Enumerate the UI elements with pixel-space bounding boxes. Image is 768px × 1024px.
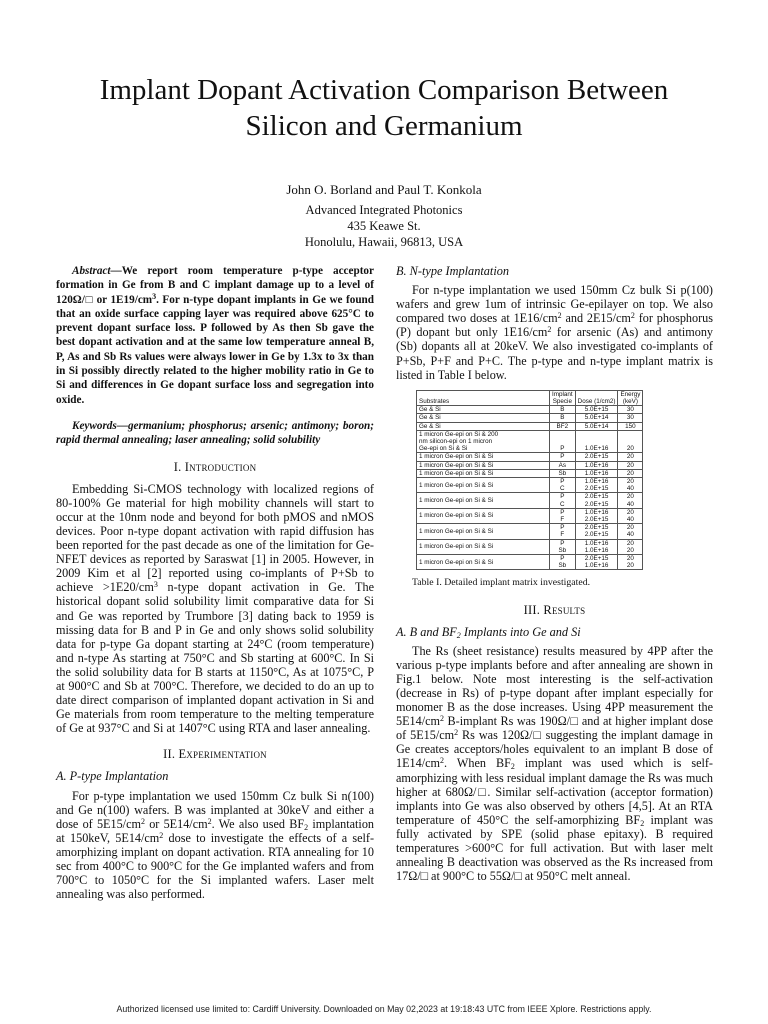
cell-energy	[618, 555, 643, 570]
abstract-text-1: We report room temperature p-type acceptor formation in Ge from B and C implant damage up to a level of 120Ω/□ or 1E19/cm	[56, 265, 374, 306]
cell-energy: 30	[618, 414, 643, 422]
cell-substrate: 1 micron Ge-epi on Si & Si	[417, 524, 550, 539]
cell-energy-2: 40	[626, 516, 634, 523]
cell-specie: BF2	[550, 422, 576, 430]
cell-dose-2: 2.0E+15	[584, 516, 609, 523]
cell-dose-2: 2.0E+15	[584, 500, 609, 508]
table-row	[417, 414, 643, 422]
cell-energy	[618, 524, 643, 539]
results-text-3: Rs was 120Ω/□ suggesting the implant damage in Ge creates acceptors/holes equivalent to an implant B dose of 1E14/cm	[396, 728, 713, 771]
header-specie	[550, 390, 576, 405]
cell-specie: As	[550, 461, 576, 469]
cell-substrate: 1 micron Ge-epi on Si & Si	[417, 469, 550, 477]
subsection-b-bf2-sub: 2	[456, 630, 461, 640]
cell-specie	[550, 524, 576, 539]
cell-energy	[618, 508, 643, 523]
left-column	[56, 264, 374, 901]
cell-energy-1: 20	[626, 508, 634, 516]
cell-specie	[550, 508, 576, 523]
cell-dose: 5.0E+14	[575, 414, 618, 422]
table-caption: Table I. Detailed implant matrix investigated.	[412, 577, 591, 589]
paper-title	[40, 72, 728, 144]
results-text-2: B-implant Rs was 190Ω/□ and at higher implant dose of 5E15/cm	[396, 714, 713, 743]
subsection-heading-ntype: B. N-type Implantation	[396, 264, 510, 278]
title-line-1: Implant Dopant Activation Comparison Between	[99, 74, 669, 106]
results-sub-4: 2	[510, 762, 515, 772]
cell-specie: P	[550, 453, 576, 461]
ptype-sup-d: 2	[159, 830, 164, 840]
cell-dose-2: 2.0E+15	[584, 485, 609, 493]
cell-substrate: 1 micron Ge-epi on Si & Si	[417, 539, 550, 554]
cell-energy: 30	[618, 406, 643, 414]
cell-energy-1: 20	[626, 524, 634, 532]
subsection-heading-ptype: A. P-type Implantation	[56, 769, 169, 784]
results-text-6: implant was fully activated by SPE (solid phase epitaxy). B required temperatures >600°C for full activation. But with laser melt annealing B deactivation was observed as the Rs increased from 17Ω/□ at 900°C to 55Ω/□ at 950°C melt anneal.	[396, 812, 713, 884]
right-column	[396, 264, 713, 883]
cell-substrate-line1: 1 micron Ge-epi on Si & 200	[419, 430, 499, 438]
cell-energy	[618, 539, 643, 554]
cell-dose-1: 2.0E+15	[584, 555, 609, 563]
header-energy-line2: (keV)	[622, 397, 638, 405]
table-row	[417, 508, 643, 523]
table-row	[417, 453, 643, 461]
cell-dose-2: 2.0E+15	[584, 531, 609, 539]
cell-dose	[575, 524, 618, 539]
cell-substrate-line3: Ge-epi on Si & Si	[419, 445, 468, 453]
abstract	[56, 264, 374, 407]
cell-energy	[618, 477, 643, 492]
abstract-dash: —	[110, 265, 122, 277]
results-text-4: . When BF	[444, 756, 511, 771]
cell-energy-2: 20	[626, 546, 634, 554]
cell-dose: 1.0E+16	[575, 469, 618, 477]
implant-matrix-table	[416, 390, 643, 571]
cell-energy: 20	[618, 430, 643, 453]
ptype-text-c: . We also used BF	[211, 816, 305, 831]
cell-specie: P	[550, 430, 576, 453]
table-row	[417, 422, 643, 430]
cell-dose	[575, 493, 618, 508]
cell-energy-2: 40	[626, 500, 634, 508]
subsection-b-bf2-post: Implants into Ge and Si	[460, 624, 581, 639]
cell-dose: 5.0E+15	[575, 406, 618, 414]
title-line-2: Silicon and Germanium	[245, 110, 523, 142]
cell-specie	[550, 493, 576, 508]
header-specie-line1: Implant	[552, 390, 573, 398]
cell-dose-1: 2.0E+15	[584, 493, 609, 501]
table-row	[417, 555, 643, 570]
ptype-sup-b: 2	[207, 816, 212, 826]
cell-substrate: 1 micron Ge-epi on Si & Si	[417, 453, 550, 461]
abstract-label: Abstract	[72, 265, 111, 277]
cell-specie-1: P	[560, 539, 565, 547]
cell-specie	[550, 539, 576, 554]
cell-dose-2: 1.0E+16	[584, 546, 609, 554]
ptype-sub-c: 2	[304, 822, 309, 832]
cell-dose-1: 2.0E+15	[584, 524, 609, 532]
results-sup-3: 2	[440, 756, 445, 766]
cell-energy-2: 40	[626, 485, 634, 493]
cell-substrate: Ge & Si	[417, 406, 550, 414]
header-energy	[618, 390, 643, 405]
license-footer: Authorized licensed use limited to: Cardiff University. Downloaded on May 02,2023 at 19:18:43 UTC from IEEE Xplore. Restrictions apply.	[116, 1004, 652, 1014]
cell-dose: 2.0E+15	[575, 453, 618, 461]
results-text-1: The Rs (sheet resistance) results measured by 4PP after the various p-type implants before and after annealing are shown in Fig.1 below. Note most interesting is the self-activation (decrease in Rs) of p-type dopant after implant especially for monomer B as the dose increases. Using 4PP measurement the 5E14/cm	[396, 643, 713, 729]
cell-energy	[618, 493, 643, 508]
cell-substrate-line2: nm silicon-epi on 1 micron	[419, 437, 493, 445]
table-row	[417, 539, 643, 554]
ptype-text-e: dose to investigate the effects of a self-amorphizing implant on dopant activation. RTA annealing for 10 sec from 400°C to 900°C for the Ge implanted wafers and from 700°C to 1050°C for the Si implanted wafers. Laser melt annealing was also performed.	[56, 830, 374, 902]
ntype-sup-c: 2	[547, 325, 552, 335]
address-city: Honolulu, Hawaii, 96813, USA	[304, 235, 464, 249]
author-names: John O. Borland and Paul T. Konkola	[286, 182, 482, 197]
ntype-text-d: for arsenic (As) and antimony (Sb) dopants all at 20keV. We also investigated co-implants of P+Sb, P+F and P+C. The p-type and n-type implant matrix is listed in Table I below.	[396, 325, 714, 382]
ntype-paragraph	[396, 283, 713, 382]
subsection-b-bf2-pre: A. B and BF	[396, 624, 457, 639]
cell-dose-1: 1.0E+16	[584, 539, 609, 547]
abstract-sup: 3	[152, 291, 157, 301]
cell-dose	[575, 477, 618, 492]
cell-specie-2: C	[560, 500, 565, 508]
cell-substrate: 1 micron Ge-epi on Si & Si	[417, 477, 550, 492]
section-heading-experimentation: II. Experimentation	[163, 747, 267, 762]
results-text-5: implant was used which is self-amorphizing with less residual implant damage the Rs was much higher at 680Ω/□. Similar self-activation (acceptor formation) implants into Ge was also observed by others [4,5]. At an RTA temperature of 450°C the self-amorphizing BF	[396, 756, 713, 827]
intro-sup: 3	[153, 580, 158, 590]
cell-energy-1: 20	[626, 493, 634, 501]
cell-substrate: 1 micron Ge-epi on Si & Si	[417, 493, 550, 508]
cell-substrate	[417, 430, 550, 453]
cell-specie-1: P	[560, 477, 565, 485]
cell-specie-2: Sb	[558, 562, 567, 570]
cell-dose: 5.0E+14	[575, 422, 618, 430]
implant-table-wrapper	[416, 390, 713, 571]
affiliation: Advanced Integrated Photonics	[305, 203, 463, 217]
cell-specie-2: Sb	[558, 546, 567, 554]
cell-energy-1: 20	[626, 555, 634, 563]
table-header-row	[417, 390, 643, 405]
address-street: 435 Keawe St.	[347, 219, 421, 233]
cell-specie	[550, 477, 576, 492]
cell-dose	[575, 508, 618, 523]
results-paragraph	[396, 644, 713, 884]
ptype-sup-a: 2	[140, 816, 145, 826]
cell-energy: 20	[618, 469, 643, 477]
cell-specie-2: F	[560, 531, 565, 539]
ntype-text-b: and 2E15/cm	[561, 311, 631, 326]
cell-dose-2: 1.0E+16	[584, 562, 609, 570]
author-block	[0, 182, 768, 250]
cell-substrate: 1 micron Ge-epi on Si & Si	[417, 461, 550, 469]
results-sup-2: 2	[454, 728, 459, 738]
table-row	[417, 430, 643, 453]
cell-substrate: Ge & Si	[417, 422, 550, 430]
cell-specie-2: F	[560, 516, 565, 523]
header-dose: Dose (1/cm2)	[575, 390, 618, 405]
cell-energy-1: 20	[626, 477, 634, 485]
intro-text-2: n-type dopant activation in Ge. The historical dopant solid solubility limit comparative data for Si and Ge was reported by Trumbore [3] dating back to 1959 is missing data for B and P in Ge and only shows solid solubility data for p-type Ga dopant starting at 24°C (room temperature) and n-type As starting at 750°C and Sb starting at 600°C. In Si the solid solubility data for B starts at 1150°C, As at 1075°C, P at 900°C and Sb at 700°C. Therefore, we decided to do an up to date direct comparison of implanted dopant activation in Si and Ge materials from room temperature to the melting temperature of Ge at 937°C and Si at 1407°C using RTA and laser annealing.	[56, 580, 374, 736]
table-row	[417, 461, 643, 469]
ntype-text-a: For n-type implantation we used 150mm Cz bulk Si p(100) wafers and grew 1um of intrinsic Ge-epilayer on top. We also compared two doses at 1E16/cm	[396, 283, 713, 326]
cell-substrate: 1 micron Ge-epi on Si & Si	[417, 555, 550, 570]
cell-specie-1: P	[560, 508, 565, 516]
ptype-text-d: implantation at 150keV, 5E14/cm	[56, 816, 375, 845]
cell-specie: B	[550, 414, 576, 422]
cell-specie	[550, 555, 576, 570]
cell-specie: B	[550, 406, 576, 414]
section-heading-introduction: I. Introduction	[173, 459, 257, 474]
cell-dose-1: 1.0E+16	[584, 477, 609, 485]
ptype-text-b: or 5E14/cm	[144, 816, 208, 831]
ptype-text-a: For p-type implantation we used 150mm Cz bulk Si n(100) and Ge n(100) wafers. B was implanted at 30keV and either a dose of 5E15/cm	[56, 788, 374, 831]
cell-specie-2: C	[560, 485, 565, 493]
table-row	[417, 406, 643, 414]
results-sub-5: 2	[640, 818, 645, 828]
header-specie-line2: Specie	[552, 397, 572, 405]
cell-specie-1: P	[560, 524, 565, 532]
cell-dose	[575, 555, 618, 570]
cell-energy: 20	[618, 461, 643, 469]
table-row	[417, 524, 643, 539]
subsection-heading-b-bf2	[396, 625, 713, 639]
cell-specie-1: P	[560, 555, 565, 563]
table-row	[417, 493, 643, 508]
cell-energy: 150	[618, 422, 643, 430]
table-row	[417, 477, 643, 492]
cell-dose	[575, 539, 618, 554]
intro-paragraph	[56, 482, 374, 736]
cell-energy-1: 20	[626, 539, 634, 547]
cell-dose: 1.0E+16	[575, 430, 618, 453]
cell-specie-1: P	[560, 493, 565, 501]
keywords: Keywords—germanium; phosphorus; arsenic; antimony; boron; rapid thermal annealing; laser annealing; solid solubility	[56, 419, 374, 447]
ntype-sup-a: 2	[557, 311, 562, 321]
table-row	[417, 469, 643, 477]
cell-dose-1: 1.0E+16	[584, 508, 609, 516]
cell-energy-2: 40	[626, 531, 634, 539]
cell-substrate: 1 micron Ge-epi on Si & Si	[417, 508, 550, 523]
cell-energy: 20	[618, 453, 643, 461]
intro-text-1: Embedding Si-CMOS technology with localized regions of 80-100% Ge material for high mobility channels will start to occur at the 10nm node and beyond for both pMOS and nMOS devices. Poor n-type dopant activation with rapid diffusion has been reported for the past decade as one of the limitation for Ge-NFET devices as reported by Saraswat [1] in 2005. However, in 2009 Kim et al [2] reported using co-implants of P+Sb to achieve >1E20/cm	[56, 481, 374, 595]
ntype-text-c: for phosphorus (P) dopant but only 1E16/cm	[396, 311, 713, 340]
ptype-paragraph	[56, 789, 374, 902]
header-energy-line1: Energy	[620, 390, 641, 398]
header-substrates: Substrates	[417, 390, 550, 405]
section-heading-results: III. Results	[523, 602, 586, 617]
results-sup-1: 2	[440, 714, 445, 724]
abstract-text-2: . For n-type dopant implants in Ge we found that an oxide surface capping layer was required above 625°C to prevent dopant surface loss. P followed by As then Sb gave the best dopant activation and at the same low temperature anneal B, P, As and Sb Rs values were always lower in Ge by 1.3x to 3x than in Si possibly directly related to the higher mobility ratio in Ge to Si and differences in Ge dopant surface loss and segregation into oxide.	[56, 293, 374, 406]
cell-dose: 1.0E+16	[575, 461, 618, 469]
ntype-sup-b: 2	[630, 311, 635, 321]
cell-energy-2: 20	[626, 562, 634, 570]
cell-substrate: Ge & Si	[417, 414, 550, 422]
cell-specie: Sb	[550, 469, 576, 477]
